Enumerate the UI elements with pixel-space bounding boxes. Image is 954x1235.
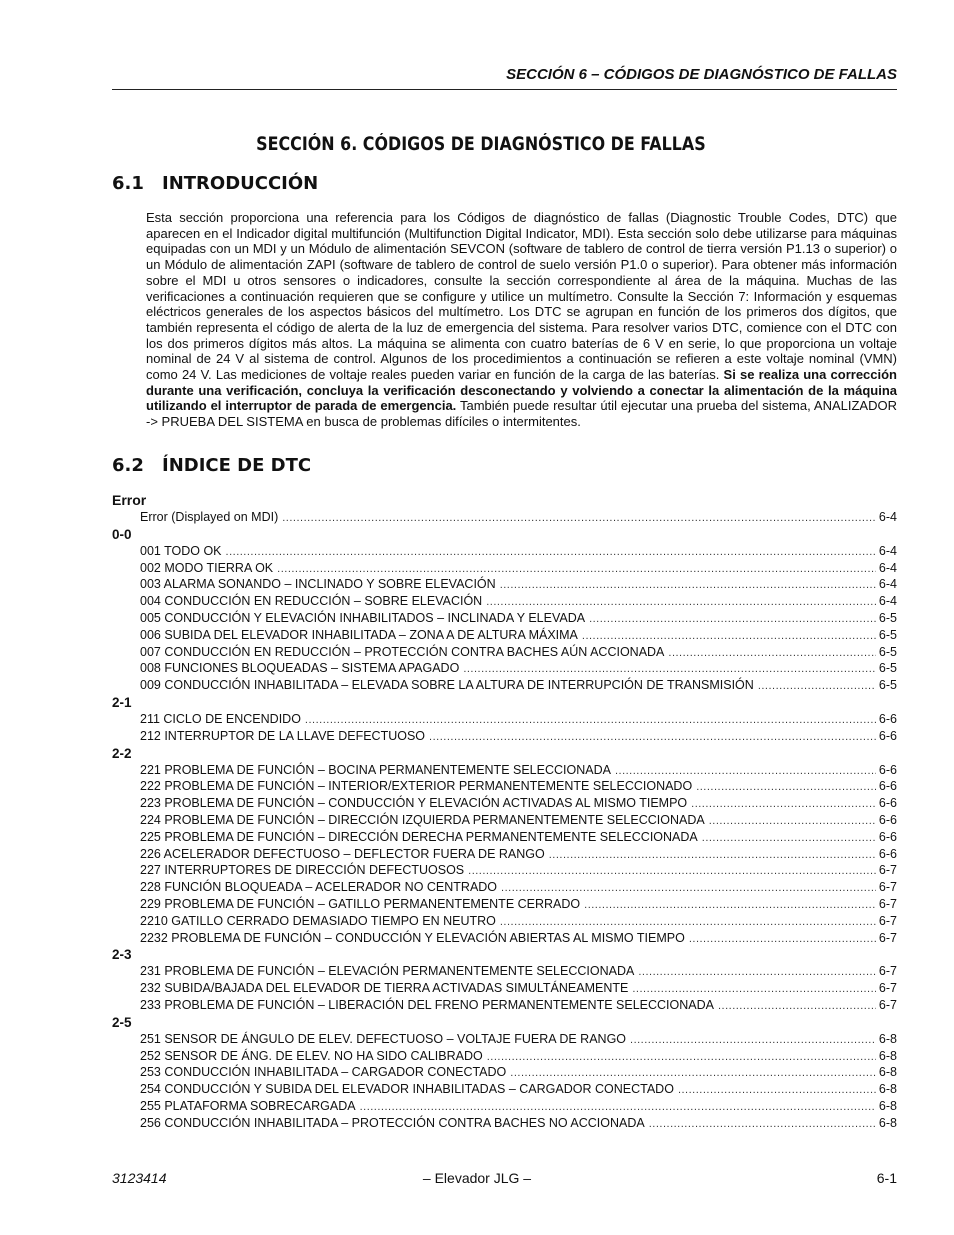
index-entry-page: 6-8 (878, 1065, 897, 1080)
index-entry-label: 222 PROBLEMA DE FUNCIÓN – INTERIOR/EXTERIOR PERMANENTEMENTE SELECCIONADO (140, 779, 693, 794)
index-entry-page: 6-5 (878, 644, 897, 659)
dot-leader (429, 729, 876, 746)
dot-leader (758, 678, 876, 695)
index-entry-page: 6-5 (878, 610, 897, 625)
index-entry-label: 223 PROBLEMA DE FUNCIÓN – CONDUCCIÓN Y ELEVACIÓN ACTIVADAS AL MISMO TIEMPO (140, 796, 688, 811)
index-entry-page: 6-8 (878, 1048, 897, 1063)
index-heading-text: ÍNDICE DE DTC (162, 455, 312, 476)
dot-leader (463, 661, 876, 678)
index-entry[interactable] (112, 1081, 897, 1098)
dot-leader (501, 880, 876, 897)
index-entry-page: 6-4 (878, 510, 897, 524)
index-entry[interactable] (112, 593, 897, 610)
dot-leader (468, 863, 876, 880)
index-entry-page: 6-7 (878, 913, 897, 928)
index-entry-label: 226 ACELERADOR DEFECTUOSO – DEFLECTOR FUERA DE RANGO (140, 846, 545, 861)
index-entry[interactable] (112, 812, 897, 829)
index-entry-label: 228 FUNCIÓN BLOQUEADA – ACELERADOR NO CENTRADO (140, 880, 498, 895)
index-entry[interactable] (112, 543, 897, 560)
index-entry-label: 006 SUBIDA DEL ELEVADOR INHABILITADA – ZONA A DE ALTURA MÁXIMA (140, 627, 578, 642)
index-entry-label: 2210 GATILLO CERRADO DEMASIADO TIEMPO EN NEUTRO (140, 913, 496, 928)
dot-leader (277, 561, 876, 578)
index-entry-page: 6-7 (878, 981, 897, 996)
dot-leader (500, 914, 876, 931)
dot-leader (718, 998, 876, 1015)
index-entry-page: 6-8 (878, 1082, 897, 1097)
index-entry-label: 256 CONDUCCIÓN INHABILITADA – PROTECCIÓN CONTRA BACHES NO ACCIONADA (140, 1115, 645, 1130)
index-entry[interactable] (112, 846, 897, 863)
dtc-index (112, 491, 897, 1132)
index-entry[interactable] (112, 576, 897, 593)
index-entry[interactable] (112, 795, 897, 812)
index-entry[interactable] (112, 728, 897, 745)
dot-leader (689, 931, 876, 948)
index-group-title: 2-2 (112, 745, 132, 761)
index-entry-label: 002 MODO TIERRA OK (140, 560, 274, 575)
dot-leader (632, 981, 876, 998)
index-entry-page: 6-6 (878, 812, 897, 827)
index-entry[interactable] (112, 1115, 897, 1132)
index-entry-page: 6-7 (878, 997, 897, 1012)
index-entry-page: 6-4 (878, 594, 897, 609)
index-entry-label: 2232 PROBLEMA DE FUNCIÓN – CONDUCCIÓN Y ELEVACIÓN ABIERTAS AL MISMO TIEMPO (140, 930, 685, 945)
dot-leader (615, 763, 876, 780)
dot-leader (500, 577, 876, 594)
index-entry-label: 231 PROBLEMA DE FUNCIÓN – ELEVACIÓN PERMANENTEMENTE SELECCIONADA (140, 964, 635, 979)
index-heading (112, 455, 311, 476)
index-entry-label: 253 CONDUCCIÓN INHABILITADA – CARGADOR CONECTADO (140, 1065, 507, 1080)
dot-leader (702, 830, 876, 847)
index-entry[interactable] (112, 644, 897, 661)
index-entry[interactable] (112, 896, 897, 913)
index-entry-page: 6-7 (878, 863, 897, 878)
index-entry-page: 6-8 (878, 1098, 897, 1113)
index-entry[interactable] (112, 610, 897, 627)
dot-leader (589, 611, 876, 628)
index-entry-page: 6-5 (878, 627, 897, 642)
dot-leader (305, 712, 876, 729)
dot-leader (696, 779, 876, 796)
dot-leader (649, 1116, 876, 1133)
index-entry-page: 6-8 (878, 1031, 897, 1046)
index-entry[interactable] (112, 778, 897, 795)
index-entry[interactable] (112, 980, 897, 997)
dot-leader (226, 544, 876, 561)
index-entry-label: 008 FUNCIONES BLOQUEADAS – SISTEMA APAGADO (140, 661, 460, 676)
dot-leader (282, 510, 876, 527)
index-entry[interactable] (112, 560, 897, 577)
index-entry-page: 6-7 (878, 896, 897, 911)
index-entry-label: 232 SUBIDA/BAJADA DEL ELEVADOR DE TIERRA ACTIVADAS SIMULTÁNEAMENTE (140, 981, 629, 996)
dot-leader (510, 1065, 876, 1082)
index-entry-label: 003 ALARMA SONANDO – INCLINADO Y SOBRE ELEVACIÓN (140, 577, 496, 592)
intro-heading-text: INTRODUCCIÓN (162, 173, 319, 194)
index-entry[interactable] (112, 862, 897, 879)
footer-page-number: 6-1 (876, 1170, 897, 1186)
intro-paragraph-text: Esta sección proporciona una referencia para los Códigos de diagnóstico de fallas (Diagnostic Trouble Codes, DTC) que aparecen en el Indicador digital multifunción (Multifunction Digital Indicator, MDI). Esta sección solo debe utilizarse para máquinas equipadas con un MDI y un Módulo de alimentación SEVCON (software de tablero de control de tierra versión P1.13 o superior) o un Módulo de alimentación ZAPI (software de tablero de control de suelo versión P1.0 o superior). Para obtener más información sobre el MDI u otros sensores o indicadores, consulte la sección correspondiente al área de la máquina. Muchas de las verificaciones a continuación requieren que se configure y utilice un multímetro. Consulte la Sección 7: Información y esquemas eléctricos generales de los aspectos básicos del multímetro. Los DTC se agrupan en función de los primeros dos dígitos, que también representa el código de alerta de la luz de emergencia del sistema. Para resolver varios DTC, comience con el DTC con los dos primeros dígitos más altos. La máquina se alimenta con cuatro baterías de 6 V en serie, lo que proporciona un voltaje nominal de 24 V al sistema de control. Algunos de los procedimientos a continuación se refieren a este voltaje nominal (VMN) como 24 V. Las mediciones de voltaje reales pueden variar en función de la carga de las baterías. (146, 210, 897, 383)
header-rule (112, 89, 897, 90)
index-group-title: 2-3 (112, 947, 132, 963)
index-entry-label: 229 PROBLEMA DE FUNCIÓN – GATILLO PERMANENTEMENTE CERRADO (140, 896, 581, 911)
dot-leader (360, 1099, 876, 1116)
footer-title: – Elevador JLG – (422, 1170, 532, 1186)
index-group-title: 2-1 (112, 694, 132, 710)
index-entry[interactable] (112, 997, 897, 1014)
index-entry-label: 221 PROBLEMA DE FUNCIÓN – BOCINA PERMANENTEMENTE SELECCIONADA (140, 762, 611, 777)
dot-leader (487, 1049, 876, 1066)
index-entry[interactable] (112, 711, 897, 728)
index-entry-page: 6-7 (878, 930, 897, 945)
index-entry-label: 233 PROBLEMA DE FUNCIÓN – LIBERACIÓN DEL FRENO PERMANENTEMENTE SELECCIONADA (140, 997, 714, 1012)
dot-leader (638, 964, 876, 981)
index-entry[interactable] (112, 509, 897, 526)
index-group-title: 2-5 (112, 1014, 132, 1030)
intro-heading (112, 173, 318, 194)
index-entry[interactable] (112, 930, 897, 947)
index-entry-label: 004 CONDUCCIÓN EN REDUCCIÓN – SOBRE ELEVACIÓN (140, 594, 483, 609)
index-entry-page: 6-4 (878, 560, 897, 575)
dot-leader (584, 897, 876, 914)
index-entry-page: 6-4 (878, 577, 897, 592)
dot-leader (668, 645, 876, 662)
index-entry-label: 251 SENSOR DE ÁNGULO DE ELEV. DEFECTUOSO – VOLTAJE FUERA DE RANGO (140, 1031, 627, 1046)
index-entry-label: 212 INTERRUPTOR DE LA LLAVE DEFECTUOSO (140, 728, 426, 743)
intro-paragraph-bold: Si se realiza una corrección durante una verificación, concluya la verificación desconectando y volviendo a conectar la alimentación de la máquina utilizando el interruptor de parada de emergencia. (146, 367, 897, 414)
index-entry-page: 6-6 (878, 779, 897, 794)
index-entry[interactable] (112, 829, 897, 846)
index-entry-page: 6-6 (878, 846, 897, 861)
dot-leader (678, 1082, 876, 1099)
dot-leader (709, 813, 876, 830)
index-group-title: 0-0 (112, 526, 132, 542)
running-header: SECCIÓN 6 – CÓDIGOS DE DIAGNÓSTICO DE FALLAS (506, 66, 897, 83)
index-entry[interactable] (112, 627, 897, 644)
index-entry[interactable] (112, 1048, 897, 1065)
index-entry-label: 009 CONDUCCIÓN INHABILITADA – ELEVADA SOBRE LA ALTURA DE INTERRUPCIÓN DE TRANSMISIÓN (140, 678, 754, 693)
index-entry[interactable] (112, 879, 897, 896)
index-entry-label: 001 TODO OK (140, 543, 222, 558)
index-entry-label: 227 INTERRUPTORES DE DIRECCIÓN DEFECTUOSOS (140, 863, 465, 878)
index-entry-page: 6-6 (878, 728, 897, 743)
index-entry-page: 6-6 (878, 796, 897, 811)
index-entry-page: 6-7 (878, 880, 897, 895)
intro-paragraph-tail: También puede resultar útil ejecutar una prueba del sistema, ANALIZADOR -> PRUEBA DEL SISTEMA en busca de problemas difíciles o intermitentes. (146, 398, 897, 430)
dot-leader (582, 628, 876, 645)
intro-paragraph (146, 210, 897, 430)
index-entry[interactable] (112, 1098, 897, 1115)
index-entry-label: 211 CICLO DE ENCENDIDO (140, 711, 301, 726)
index-entry-page: 6-5 (878, 678, 897, 693)
index-entry-label: 255 PLATAFORMA SOBRECARGADA (140, 1098, 356, 1113)
index-entry-page: 6-6 (878, 829, 897, 844)
dot-leader (486, 594, 876, 611)
dot-leader (691, 796, 876, 813)
index-entry[interactable] (112, 1064, 897, 1081)
index-entry-label: 252 SENSOR DE ÁNG. DE ELEV. NO HA SIDO CALIBRADO (140, 1048, 483, 1063)
index-entry-label: 007 CONDUCCIÓN EN REDUCCIÓN – PROTECCIÓN CONTRA BACHES AÚN ACCIONADA (140, 644, 665, 659)
index-entry-label: 225 PROBLEMA DE FUNCIÓN – DIRECCIÓN DERECHA PERMANENTEMENTE SELECCIONADA (140, 829, 698, 844)
footer-doc-number: 3123414 (112, 1170, 167, 1186)
index-entry[interactable] (112, 762, 897, 779)
index-entry[interactable] (112, 677, 897, 694)
dot-leader (630, 1032, 876, 1049)
index-entry[interactable] (112, 1031, 897, 1048)
index-entry-label: 005 CONDUCCIÓN Y ELEVACIÓN INHABILITADOS – INCLINADA Y ELEVADA (140, 610, 586, 625)
intro-heading-number: 6.1 (112, 173, 144, 194)
index-entry-page: 6-5 (878, 661, 897, 676)
index-entry[interactable] (112, 913, 897, 930)
index-entry-page: 6-7 (878, 964, 897, 979)
index-entry-page: 6-8 (878, 1115, 897, 1130)
section-title: SECCIÓN 6. CÓDIGOS DE DIAGNÓSTICO DE FALLAS (256, 134, 706, 155)
index-entry-label: 224 PROBLEMA DE FUNCIÓN – DIRECCIÓN IZQUIERDA PERMANENTEMENTE SELECCIONADA (140, 812, 705, 827)
index-entry[interactable] (112, 660, 897, 677)
index-heading-number: 6.2 (112, 455, 144, 476)
index-group-title: Error (112, 492, 147, 508)
dot-leader (549, 847, 876, 864)
index-entry-page: 6-6 (878, 762, 897, 777)
index-entry-label: Error (Displayed on MDI) (140, 510, 279, 524)
index-entry[interactable] (112, 963, 897, 980)
index-entry-page: 6-4 (878, 543, 897, 558)
index-entry-page: 6-6 (878, 711, 897, 726)
index-entry-label: 254 CONDUCCIÓN Y SUBIDA DEL ELEVADOR INHABILITADAS – CARGADOR CONECTADO (140, 1082, 674, 1097)
